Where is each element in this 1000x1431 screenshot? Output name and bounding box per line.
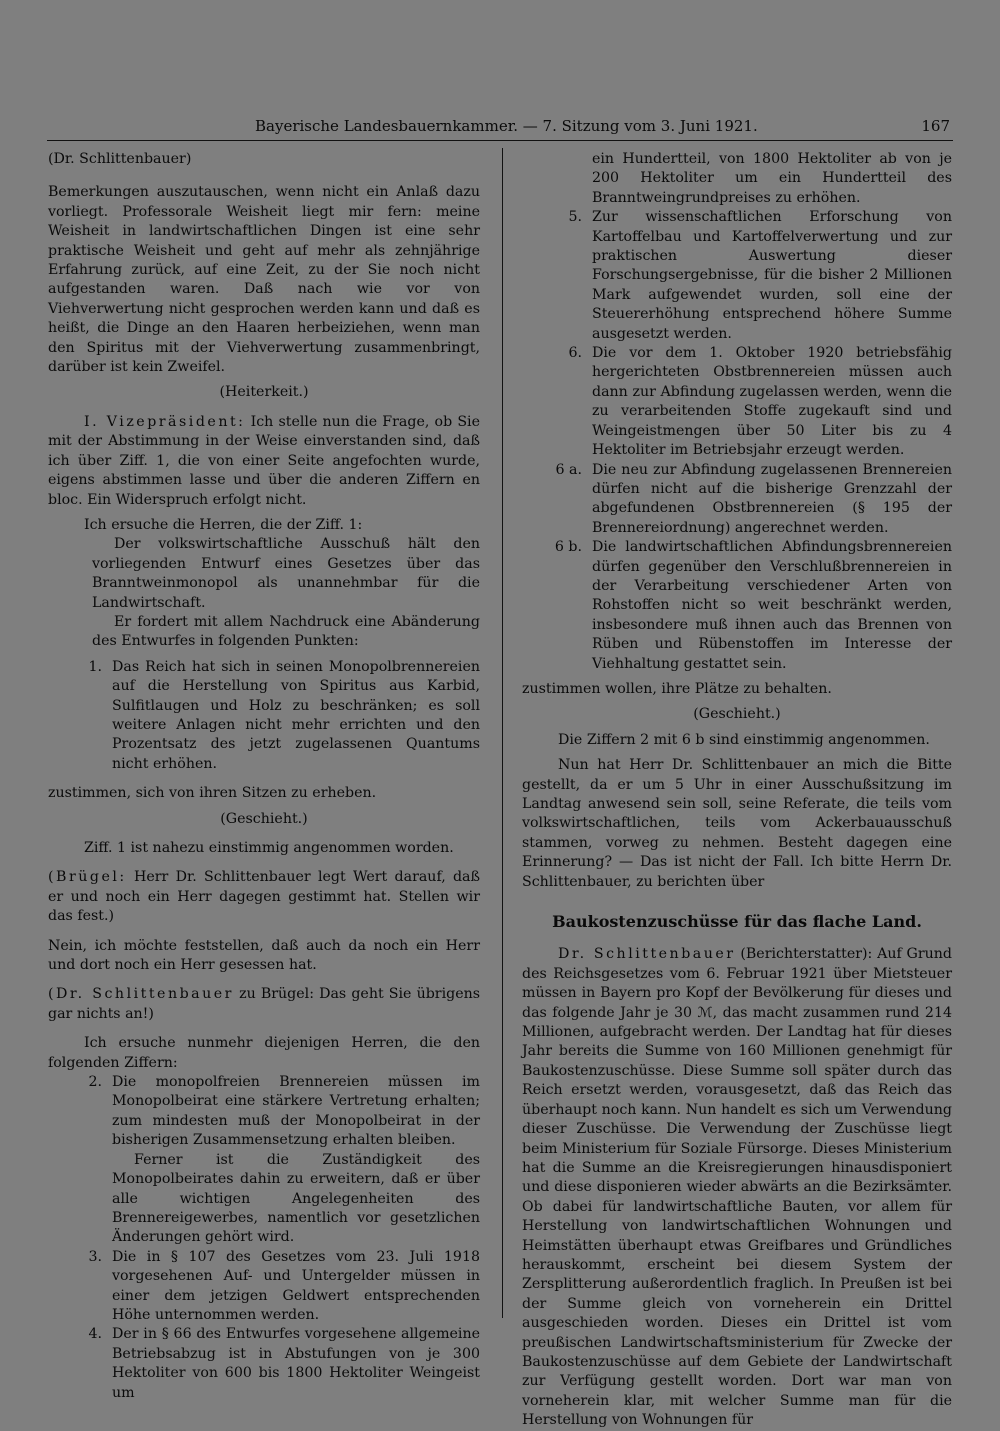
paragraph-text: Ich stelle nun die Frage, ob Sie mit der Abstimmung in der Weise einverstanden sind, daß ich über Ziff. 1, die von einer Seite angefochten wurde, eigens abstimmen lasse und über die anderen Ziffern en bloc. Ein Widerspruch erfolgt nicht. (48, 413, 480, 508)
item-number: 6 b. (554, 539, 582, 556)
motion-item-5 (522, 208, 952, 344)
page-header (0, 117, 1000, 139)
item-number: 3. (88, 1248, 102, 1265)
motion-item-3 (48, 1248, 480, 1326)
item-number: 2. (88, 1074, 102, 1091)
interjection-heiterkeit: (Heiterkeit.) (219, 384, 309, 401)
interjection-schlittenbauer (48, 985, 480, 1024)
page-number: 167 (921, 117, 950, 135)
paragraph: Nein, ich möchte feststellen, daß auch da noch ein Herr und dort noch ein Herr gesessen hat. (48, 937, 480, 974)
paragraph: Ziff. 1 ist nahezu einstimmig angenommen worden. (84, 840, 454, 856)
item-text: Die landwirtschaftlichen Abfindungsbrennereien dürfen gegenüber den Verschlußbrennereien in der Verarbeitung verschiedener Arten von Rohstoffen nicht so weit beschränkt werden, insbesondere muß ihnen auch das Brennen von Rüben und Rübenstoffen im Interesse der Viehhaltung gestattet sein. (592, 539, 952, 672)
motion-item-1 (48, 658, 480, 774)
motion-quote (92, 535, 480, 651)
item-text: Das Reich hat sich in seinen Monopolbrennereien auf die Herstellung von Spiritus aus Karbid, Sulfitlaugen und Holz zu beschränken; es soll weitere Anlagen nicht mehr errichten und den Prozentsatz des jetzt zugelassenen Quantums nicht erhöhen. (112, 658, 480, 772)
quote-paragraph: Der volkswirtschaftliche Ausschuß hält den vorliegenden Entwurf eines Gesetzes über das Branntweinmonopol als unannehmbar für die Landwirtschaft. (92, 536, 480, 611)
paragraph: Bemerkungen auszutauschen, wenn nicht ein Anlaß dazu vorliegt. Professorale Weisheit liegt mir fern: meine Weisheit in landwirtschaftlichen Dingen ist eine sehr praktische Weisheit und geht auf mehr als zehnjährige Erfahrung zurück, auf eine Zeit, zu der Sie noch nicht aufgestanden waren. Daß nach wie vor von Viehverwertung nicht gesprochen werden kann und daß es heißt, die Dinge an den Haaren herbeiziehen, wenn man den Spiritus mit der Viehverwertung zusammenbringt, darüber ist kein Zweifel. (48, 184, 480, 376)
item-text-continued: Ferner ist die Zuständigkeit des Monopolbeirates dahin zu erweitern, daß er über alle wichtigen Angelegenheiten des Brennereigewerbes, namentlich vor gesetzlichen Änderungen gehört wird. (112, 1151, 480, 1246)
motion-item-4 (48, 1325, 480, 1403)
motion-item-6b (522, 538, 952, 674)
item-text: Die vor dem 1. Oktober 1920 betriebsfähig hergerichteten Obstbrennereien müssen auch dann zur Abfindung zugelassen werden, wenn die zu verarbeitenden Stoffe zugekauft sind und Weingeistmengen über 50 Liter bis zu 4 Hektoliter im Betriebsjahr erzeugt werden. (592, 345, 952, 459)
paragraph: Ich ersuche die Herren, die der Ziff. 1: (84, 516, 363, 533)
paragraph-text: (Berichterstatter): Auf Grund des Reichsgesetzes vom 6. Februar 1921 über Mietsteuer müssen in Bayern pro Kopf der Bevölkerung für dieses und das folgende Jahr je 30 ℳ, das macht zusammen rund 214 Millionen, aufgebracht werden. Der Landtag hat für dieses Jahr bereits die Summe von 160 Millionen genehmigt für Baukostenzuschüsse. Diese Summe soll später durch das Reich ersetzt werden, vorausgesetzt, daß das Reich das überhaupt noch kann. Nun handelt es sich um Verwendung dieser Zuschüsse. Die Verwendung der Zuschüsse liegt beim Ministerium für Soziale Fürsorge. Dieses Ministerium hat die Summe an die Kreisregierungen hinausdisponiert und diese disponieren wieder abwärts an die Bezirksämter. Ob dabei für landwirtschaftliche Bauten, vor allem für Herstellung von landwirtschaftlichen Wohnungen und Heimstätten überhaupt etwas Greifbares und Gründliches herauskommt, erscheint bei diesem System der Zersplitterung außerordentlich fraglich. In Preußen ist bei der Summe gleich von vorneherein ein Drittel ausgeschieden worden. Dieses ein Drittel ist vom preußischen Landwirtschaftsministerium für Zwecke der Baukostenzuschüsse auf dem Gebiete der Landwirtschaft zur Verfügung gestellt worden. Dort war man von vorneherein klar, mit welcher Summe man für die Herstellung von Wohnungen für (522, 946, 952, 1429)
paragraph: zustimmen, sich von ihren Sitzen zu erheben. (48, 785, 377, 802)
item-number: 1. (88, 658, 102, 675)
quote-paragraph: Er fordert mit allem Nachdruck eine Abänderung des Entwurfes in folgenden Punkten: (92, 613, 480, 650)
item-text: Die in § 107 des Gesetzes vom 23. Juli 1918 vorgesehenen Auf- und Untergelder müssen in einer dem jetzigen Geldwert entsprechenden Höhe unternommen werden. (112, 1248, 480, 1323)
item-text: Der in § 66 des Entwurfes vorgesehene allgemeine Betriebsabzug ist in Abstufungen von je 300 Hektoliter von 600 bis 1800 Hektoliter Weingeist um (112, 1326, 480, 1401)
column-divider (502, 148, 503, 1318)
interjection-geschieht: (Geschieht.) (693, 706, 781, 723)
paragraph: Nun hat Herr Dr. Schlittenbauer an mich die Bitte gestellt, da er um 5 Uhr in einer Ausschußsitzung im Landtag anwesend sein soll, seine Referate, die teils vom volkswirtschaftlichen, teils vom Ackerbauausschuß stammen, vorweg zu nehmen. Besteht dagegen eine Erinnerung? — Das ist nicht der Fall. Ich bitte Herrn Dr. Schlittenbauer, zu berichten über (522, 757, 952, 890)
item-text: ein Hundertteil, von 1800 Hektoliter ab von je 200 Hektoliter um ein Hundertteil des Branntweingrundpreises zu erhöhen. (592, 151, 952, 206)
item-text: Die monopolfreien Brennereien müssen im Monopolbeirat eine stärkere Vertretung erhalten; zum mindesten muß der Monopolbeirat in der bisherigen Zusammensetzung erhalten bleiben. (112, 1074, 480, 1149)
interjection-bruegel (48, 868, 480, 926)
speaker-reference: (Dr. Schlittenbauer) (48, 151, 192, 167)
paragraph-berichterstatter (522, 945, 952, 1430)
item-number: 6. (568, 345, 582, 362)
running-title: Bayerische Landesbauernkammer. — 7. Sitzung vom 3. Juni 1921. (255, 117, 758, 135)
motion-item-6 (522, 344, 952, 460)
item-text: Die neu zur Abfindung zugelassenen Brennereien dürfen nicht auf die bisherige Grenzzahl der abgefundenen Obstbrennereien (§ 195 der Brennereiordnung) angerechnet werden. (592, 461, 952, 536)
paragraph: zustimmen wollen, ihre Plätze zu behalten. (522, 680, 832, 697)
speaker-name: I. Vizepräsident: (84, 413, 246, 430)
item-number: 4. (88, 1326, 102, 1343)
interjection-text: zu Brügel: Das geht Sie übrigens gar nichts an!) (48, 986, 481, 1022)
interjection-text: Herr Dr. Schlittenbauer legt Wert darauf, daß er und noch ein Herr dagegen gestimmt hat. Stellen wir das fest.) (48, 869, 480, 925)
paragraph: Die Ziffern 2 mit 6 b sind einstimmig angenommen. (558, 731, 930, 748)
header-rule (47, 140, 953, 141)
motion-item-4-continued (522, 150, 952, 208)
paragraph: Ich ersuche nunmehr diejenigen Herren, die den folgenden Ziffern: (48, 1035, 480, 1071)
item-number: 5. (568, 209, 582, 226)
motion-item-2 (48, 1073, 480, 1248)
section-heading: Baukostenzuschüsse für das flache Land. (552, 912, 922, 932)
speaker-name: (Brügel: (48, 869, 127, 886)
item-text: Zur wissenschaftlichen Erforschung von Kartoffelbau und Kartoffelverwertung und zur praktischen Auswertung dieser Forschungsergebnisse, für die bisher 2 Millionen Mark aufgewendet wurden, soll eine der Steuererhöhung entsprechend höhere Summe ausgesetzt werden. (592, 209, 952, 342)
speaker-name: (Dr. Schlittenbauer (48, 986, 234, 1003)
item-number: 6 a. (555, 461, 582, 478)
motion-item-6a (522, 461, 952, 539)
left-column (48, 150, 480, 1403)
paragraph-vizepraesident (48, 413, 480, 510)
interjection-geschieht: (Geschieht.) (220, 810, 308, 827)
right-column (522, 150, 952, 1431)
speaker-name: Dr. Schlittenbauer (558, 946, 736, 963)
